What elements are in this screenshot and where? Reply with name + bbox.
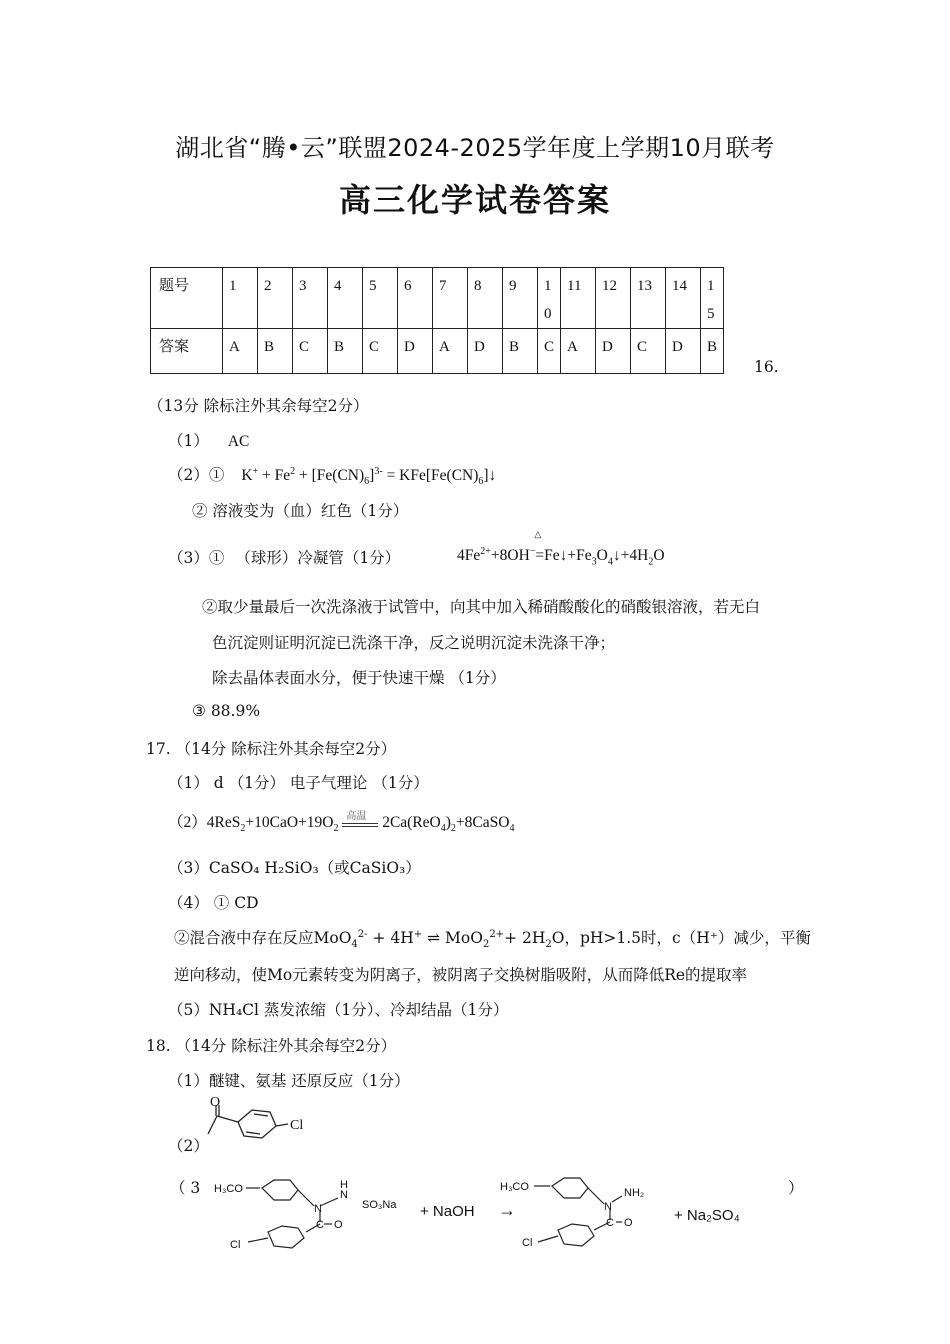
answer-cell: B (328, 329, 363, 374)
answer-cell: C (631, 329, 666, 374)
svg-text:O: O (334, 1219, 343, 1231)
q18-part2-label: （2） (168, 1137, 209, 1155)
q17-part3: （3）CaSO₄ H₂SiO₃（或CaSiO₃） (168, 859, 421, 877)
svg-text:Cl: Cl (522, 1237, 533, 1249)
row-label-answer: 答案 (151, 329, 223, 374)
svg-text:C: C (316, 1219, 324, 1231)
q17-part2-equation: $(2)4ReS_2+10CaO+19O_2$ 高温 $2Ca(ReO_4)_2+8CaSO_4$ (168, 811, 515, 835)
question-number-cell: 14 (666, 268, 701, 329)
q16-part3-line3: 除去晶体表面水分，便于快速干燥 （1分） (212, 669, 506, 687)
answer-cell: C (293, 329, 328, 374)
svg-text:H₃CO: H₃CO (214, 1183, 243, 1195)
q16-score: （13分 除标注外其余每空2分） (148, 397, 369, 415)
q16-part3-sub3: ③ 88.9% (192, 702, 261, 720)
table-row-answers (151, 329, 724, 374)
answer-cell: C (538, 329, 561, 374)
question-number-cell: 12 (596, 268, 631, 329)
svg-text:H₃CO: H₃CO (500, 1181, 529, 1193)
reaction-arrow: → (498, 1200, 516, 1220)
svg-text:NH₂: NH₂ (624, 1187, 645, 1199)
question-number-cell: 8 (468, 268, 503, 329)
acyl-chloride-structure (196, 1094, 316, 1154)
q16-reaction-equation: $4Fe^{2+}+8OH^-=$ △ $Fe↓+Fe_3O_4↓+4H_2O$ (457, 529, 665, 568)
q16-number: 16. (754, 358, 779, 376)
q17-part4b-line2: 逆向移动，使Mo元素转变为阴离子，被阴离子交换树脂吸附，从而降低Re的提取率 (174, 966, 748, 984)
q18-header: 18. （14分 除标注外其余每空2分） (146, 1037, 397, 1055)
q16-part2-equation: （2）① $K^+ + Fe^2 + [Fe(CN)_6]^{3-}$ = $KFe[Fe(CN)_6]↓$ (168, 465, 497, 488)
q16-part2-sub2: ② 溶液变为（血）红色（1分） (192, 502, 409, 520)
svg-text:N: N (314, 1203, 322, 1215)
svg-text:SO₃Na: SO₃Na (362, 1199, 397, 1211)
svg-text:H: H (340, 1179, 348, 1191)
answer-cell: D (596, 329, 631, 374)
answer-cell: D (468, 329, 503, 374)
q16-part3-sub1: （3）① （球形）冷凝管（1分） (168, 549, 401, 567)
question-number-cell: 6 (398, 268, 433, 329)
question-number-cell: 9 (503, 268, 538, 329)
question-number-cell: 4 (328, 268, 363, 329)
q16-part3-line2: 色沉淀则证明沉淀已洗涤干净，反之说明沉淀未洗涤干净； (212, 634, 616, 652)
svg-text:Cl: Cl (290, 1118, 304, 1133)
answer-table (150, 267, 724, 374)
q17-part1: （1） d （1分） 电子气理论 （1分） (168, 774, 429, 792)
question-number-cell: 1 0 (538, 268, 561, 329)
answer-cell: A (561, 329, 596, 374)
q18-part3-open: （ 3 (170, 1179, 201, 1197)
q16-part1-label: （1） (168, 432, 209, 450)
q17-part5: （5）NH₄Cl 蒸发浓缩（1分）、冷却结晶（1分） (168, 1001, 509, 1019)
answer-cell: A (433, 329, 468, 374)
svg-text:O: O (624, 1217, 633, 1229)
q17-header: 17. （14分 除标注外其余每空2分） (146, 740, 397, 758)
row-label-number: 题号 (151, 268, 223, 329)
question-number-cell: 7 (433, 268, 468, 329)
q16-part1 (168, 429, 249, 451)
naoh-label: + NaOH (420, 1203, 475, 1220)
q17-part4b-line1: ②混合液中存在反应MoO$_4^{2-}$ + 4H+ ⇌ $MoO_2^{2+}+ 2H_2O$，pH>1.5时，c（H⁺）减少，平衡 (174, 928, 811, 951)
answer-cell: B (258, 329, 293, 374)
na2so4-label: + Na₂SO₄ (674, 1207, 740, 1224)
svg-text:O: O (210, 1095, 221, 1110)
svg-text:N: N (340, 1189, 348, 1201)
q17-part4a: （4） ① CD (168, 894, 259, 912)
answer-cell: A (223, 329, 258, 374)
answer-cell: C (363, 329, 398, 374)
answer-cell: D (398, 329, 433, 374)
q16-part3-line1: ②取少量最后一次洗涤液于试管中，向其中加入稀硝酸酸化的硝酸银溶液，若无白 (202, 598, 761, 616)
svg-text:C: C (606, 1217, 614, 1229)
answer-cell: D (666, 329, 701, 374)
reaction-scheme (208, 1176, 768, 1262)
svg-text:Cl: Cl (230, 1239, 241, 1251)
table-row-numbers (151, 268, 724, 329)
title-line-1: 湖北省“腾•云”联盟2024-2025学年度上学期10月联考 (175, 134, 775, 162)
svg-text:N: N (604, 1201, 612, 1213)
question-number-cell: 13 (631, 268, 666, 329)
question-number-cell: 2 (258, 268, 293, 329)
question-number-cell: 11 (561, 268, 596, 329)
q18-part3-close: ） (788, 1179, 804, 1197)
question-number-cell: 1 5 (701, 268, 724, 329)
question-number-cell: 3 (293, 268, 328, 329)
q18-part1: （1）醚键、氨基 还原反应（1分） (168, 1072, 410, 1090)
answer-cell: B (701, 329, 724, 374)
q16-part1-answer: AC (227, 433, 250, 450)
page-title: 高三化学试卷答案 (338, 181, 611, 219)
question-number-cell: 5 (363, 268, 398, 329)
answer-cell: B (503, 329, 538, 374)
question-number-cell: 1 (223, 268, 258, 329)
